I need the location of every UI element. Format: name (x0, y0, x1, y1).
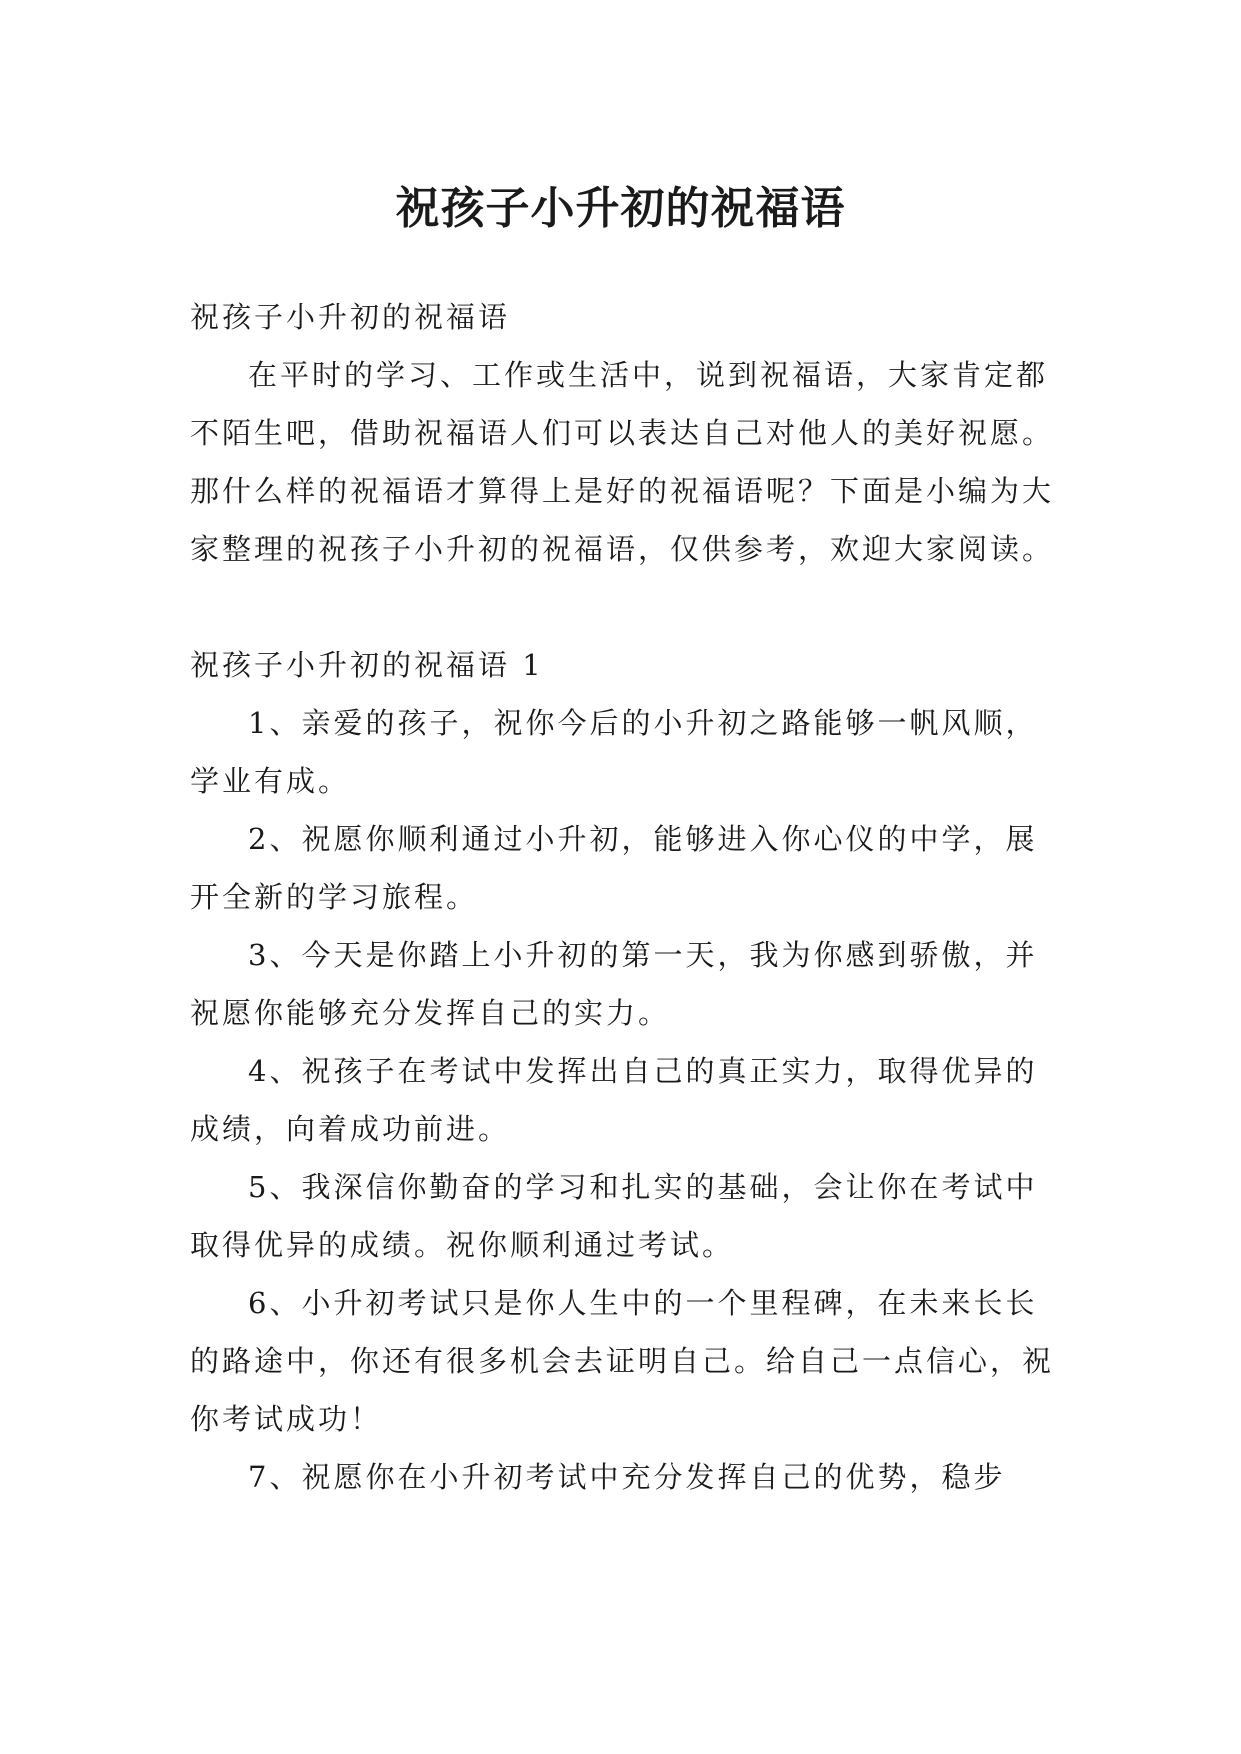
document-body (190, 288, 1054, 1506)
list-item: 5、我深信你勤奋的学习和扎实的基础，会让你在考试中取得优异的成绩。祝你顺利通过考试。 (190, 1170, 1038, 1262)
list-item: 6、小升初考试只是你人生中的一个里程碑，在未来长长的路途中，你还有很多机会去证明自己。给自己一点信心，祝你考试成功！ (190, 1286, 1055, 1436)
list-item: 7、祝愿你在小升初考试中充分发挥自己的优势，稳步 (248, 1460, 1006, 1494)
list-item: 3、今天是你踏上小升初的第一天，我为你感到骄傲，并祝愿你能够充分发挥自己的实力。 (190, 938, 1038, 1030)
subtitle: 祝孩子小升初的祝福语 (190, 300, 511, 334)
document-title: 祝孩子小升初的祝福语 (395, 183, 846, 235)
intro-paragraph: 在平时的学习、工作或生活中，说到祝福语，大家肯定都不陌生吧，借助祝福语人们可以表达自己对他人的美好祝愿。那什么样的祝福语才算得上是好的祝福语呢？下面是小编为大家整理的祝孩子小升初的祝福语，仅供参考，欢迎大家阅读。 (190, 358, 1055, 566)
list-item: 4、祝孩子在考试中发挥出自己的真正实力，取得优异的成绩，向着成功前进。 (190, 1054, 1038, 1146)
list-item: 2、祝愿你顺利通过小升初，能够进入你心仪的中学，展开全新的学习旅程。 (190, 822, 1038, 914)
paragraph-gap (190, 578, 1054, 636)
section-heading: 祝孩子小升初的祝福语 1 (190, 648, 544, 682)
list-item: 1、亲爱的孩子，祝你今后的小升初之路能够一帆风顺，学业有成。 (190, 706, 1038, 798)
